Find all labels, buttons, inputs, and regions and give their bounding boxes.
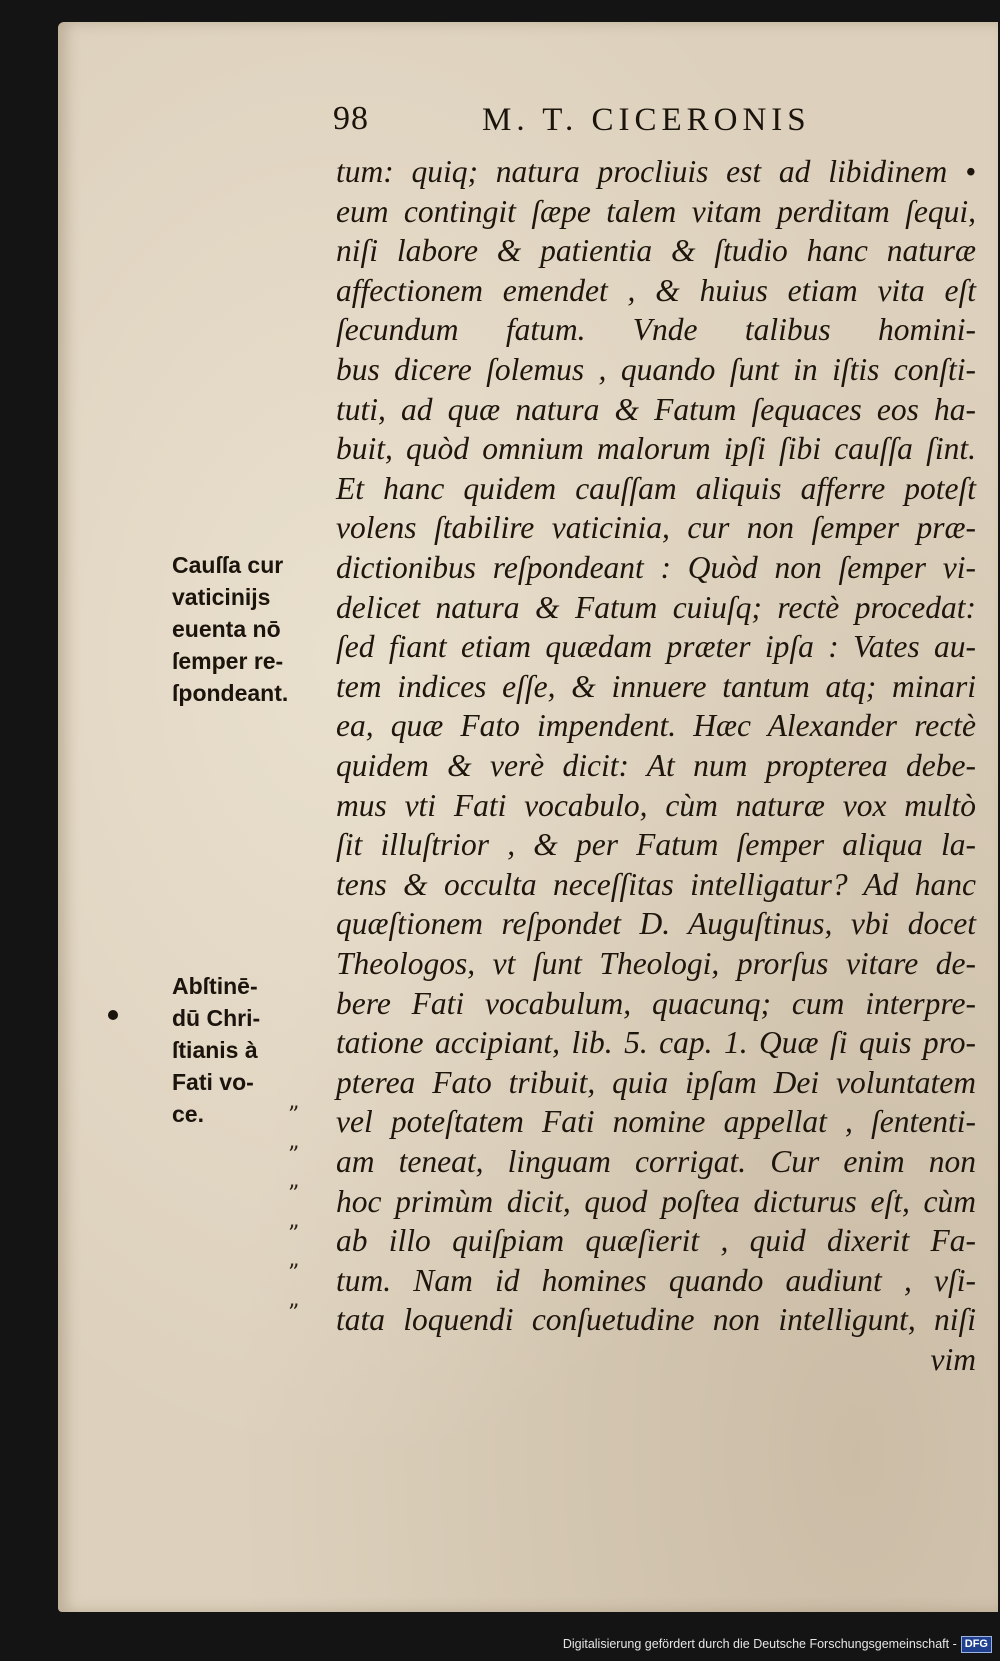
margin-note-line: dū Chri- [172,1005,261,1031]
text-line: tem indices eſſe, & innuere tantum atq; minari [336,668,976,704]
margin-note-line: vaticinijs [172,584,271,610]
text-line: volens ſtabilire vaticinia, cur non ſemper præ- [336,510,976,546]
quote-mark: ” [288,1261,300,1287]
text-line: ſecundum fatum. Vnde talibus homini- [336,312,976,348]
footer-credit [563,1631,992,1657]
quote-mark: ” [288,1182,300,1208]
text-line: ea, quæ Fato impendent. Hæc Alexander rectè [336,708,976,744]
text-line: eum contingit ſæpe talem vitam perditam ſequi, [336,193,976,229]
text-line: hoc primùm dicit, quod poſtea dicturus eſt, cùm [336,1183,976,1219]
page-header [0,100,1000,140]
margin-note-line: ſemper re- [172,648,284,674]
margin-note-line: Fati vo- [172,1069,254,1095]
margin-note-cause [172,549,322,709]
margin-note-line: Cauſſa cur [172,552,284,578]
text-line: bus dicere ſolemus , quando ſunt in iſtis conſti- [336,352,976,387]
text-line: tuti, ad quæ natura & Fatum ſequaces eos ha- [336,391,976,427]
text-line: Et hanc quidem cauſſam aliquis afferre poteſt [336,470,976,506]
margin-note-abstinence [172,970,322,1130]
text-line: buit, quòd omnium malorum ipſi ſibi cauſſa ſint. [336,431,976,467]
text-line: delicet natura & Fatum cuiuſq; rectè procedat: [336,589,976,625]
quote-mark: ” [288,1221,300,1247]
text-line: ſit illuſtrior , & per Fatum ſemper aliqua la- [336,827,976,863]
text-line: niſi labore & patientia & ſtudio hanc naturæ [336,233,976,269]
text-line: tata loquendi conſuetudine non intelligunt, niſi [336,1302,976,1338]
margin-bullet [108,1010,118,1020]
text-line: ſed fiant etiam quædam præter ipſa : Vates au- [336,629,976,665]
text-line: bere Fati vocabulum, quacunq; cum interpre- [336,985,976,1021]
text-line: tum. Nam id homines quando audiunt , vſi- [336,1262,976,1298]
margin-note-line: Abſtinē- [172,973,258,999]
text-line: affectionem emendet , & huius etiam vita eſt [336,272,976,308]
text-line: Theologos, vt ſunt Theologi, prorſus vitare de- [336,946,976,981]
margin-note-line: ſpondeant. [172,680,289,706]
text-line: quidem & verè dicit: At num propterea debe- [336,748,976,783]
text-line: tum: quiq; natura procliuis est ad libidinem • [336,154,976,189]
text-line: vel poteſtatem Fati nomine appellat , ſententi- [336,1104,976,1140]
margin-note-line: ſtianis à [172,1037,258,1063]
margin-note-line: ce. [172,1101,204,1127]
text-line: am teneat, linguam corrigat. Cur enim non [336,1144,976,1179]
dfg-logo: DFG [961,1636,992,1653]
margin-note-line: euenta nō [172,616,281,642]
quote-mark: ” [288,1103,300,1128]
running-title: M. T. CICERONIS [482,102,811,138]
text-line: ab illo quiſpiam quæſierit , quid dixerit Fa- [336,1223,976,1259]
text-line: pterea Fato tribuit, quia ipſam Dei voluntatem [336,1064,976,1100]
quote-mark: ” [288,1301,300,1326]
text-line: dictionibus reſpondeant : Quòd non ſemper vi- [336,550,976,585]
text-line: tens & occulta neceſſitas intelligatur? Ad hanc [336,866,976,902]
catchword: vim [930,1342,976,1377]
footer-text: Digitalisierung gefördert durch die Deutsche Forschungsgemeinschaft - [562,1637,957,1651]
text-line: quæſtionem reſpondet D. Auguſtinus, vbi docet [336,906,976,942]
text-line: tatione accipiant, lib. 5. cap. 1. Quæ ſi quis pro- [336,1025,976,1061]
text-line: mus vti Fati vocabulo, cùm naturæ vox multò [336,787,976,823]
quote-mark: ” [288,1142,300,1168]
page-number: 98 [333,100,369,137]
